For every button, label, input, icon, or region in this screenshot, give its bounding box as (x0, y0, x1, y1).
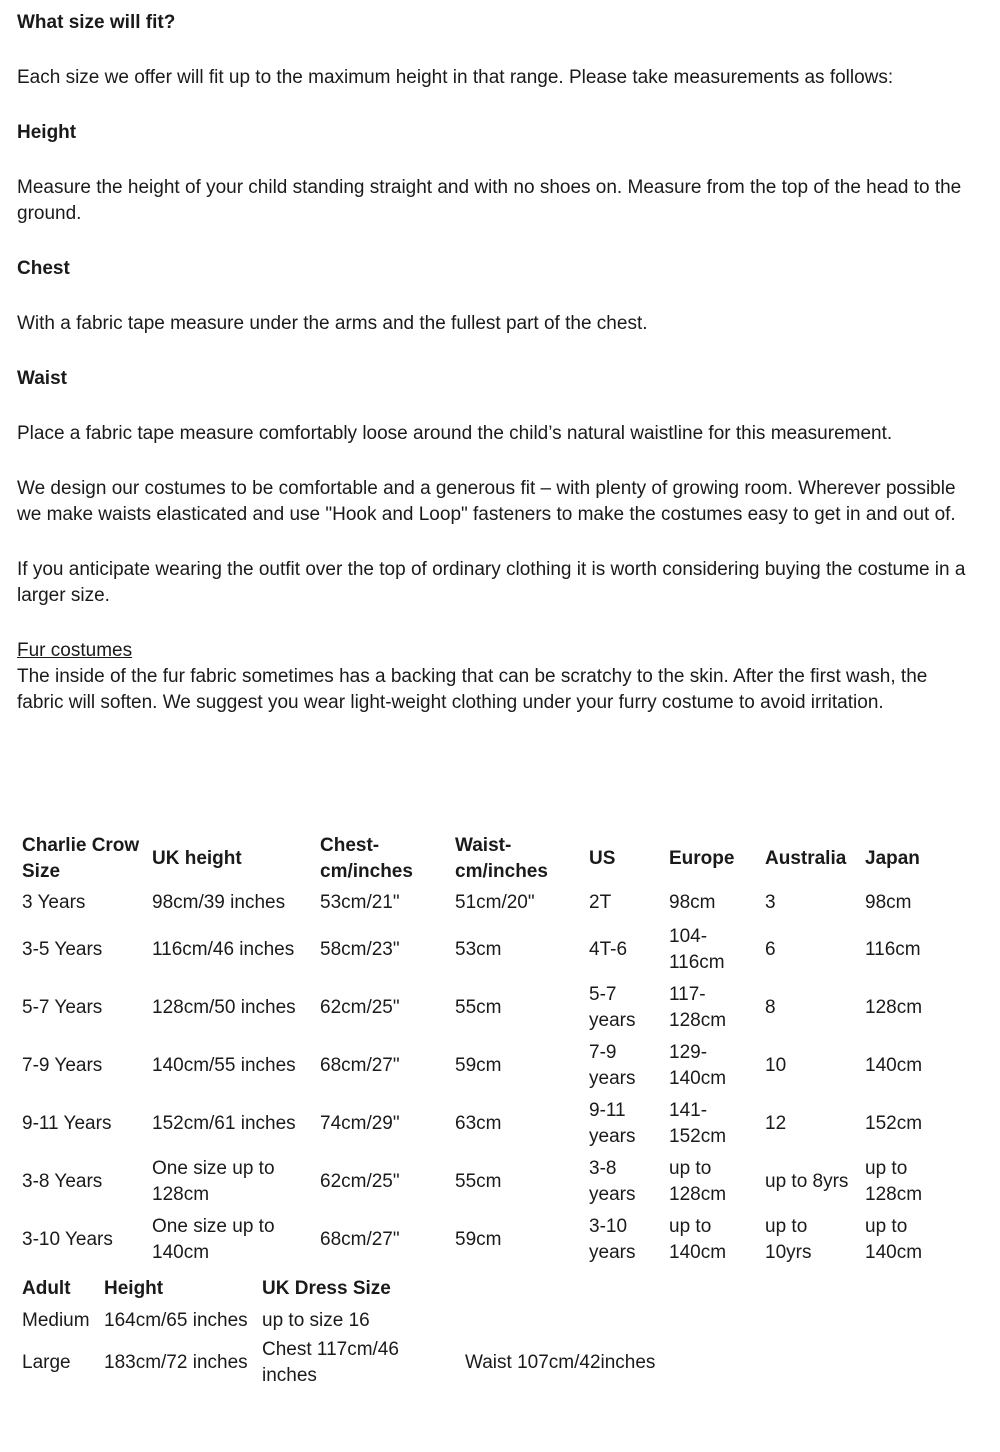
table-row (22, 1095, 965, 1153)
adult-table-body (22, 1305, 722, 1389)
table-cell: 51cm/20" (455, 892, 535, 913)
table-cell: 6 (765, 939, 776, 960)
waist-heading: Waist (17, 368, 67, 389)
table-row (22, 1211, 965, 1269)
table-cell: 128cm (865, 997, 923, 1018)
table-cell: 7-9 years (589, 1042, 636, 1089)
table-cell: 8 (765, 997, 776, 1018)
table-cell: 55cm (455, 997, 502, 1018)
table-cell: 68cm/27" (320, 1229, 400, 1250)
larger-size-paragraph: If you anticipate wearing the outfit over the top of ordinary clothing it is worth considering buying the costume in a larger size. (17, 559, 966, 606)
chest-heading: Chest (17, 258, 70, 279)
column-header-charlie-crow-size: Charlie Crow Size (22, 835, 140, 882)
table-cell: 104-116cm (669, 926, 725, 973)
table-cell: 63cm (455, 1113, 502, 1134)
table-cell: 129-140cm (669, 1042, 727, 1089)
table-cell: Waist 107cm/42inches (465, 1352, 656, 1373)
table-header-row (22, 1273, 722, 1305)
table-cell: Large (22, 1352, 71, 1373)
table-row (22, 921, 965, 979)
column-header-japan: Japan (865, 848, 920, 869)
table-cell: 58cm/23" (320, 939, 400, 960)
table-cell: 128cm/50 inches (152, 997, 296, 1018)
column-header-australia: Australia (765, 848, 847, 869)
table-cell (465, 1305, 722, 1337)
table-cell: 164cm/65 inches (104, 1310, 248, 1331)
table-row (22, 1037, 965, 1095)
table-cell: 53cm (455, 939, 502, 960)
table-cell: 141-152cm (669, 1100, 727, 1147)
table-cell: 98cm/39 inches (152, 892, 286, 913)
table-cell: up to 140cm (669, 1216, 727, 1263)
table-cell: 12 (765, 1113, 787, 1134)
table-cell: 183cm/72 inches (104, 1352, 248, 1373)
column-header-blank (465, 1273, 722, 1305)
column-header-europe: Europe (669, 848, 735, 869)
table-row (22, 1305, 722, 1337)
table-cell: 55cm (455, 1171, 502, 1192)
size-chart-table (22, 833, 965, 1269)
table-cell: up to size 16 (262, 1310, 370, 1331)
waist-paragraph: Place a fabric tape measure comfortably loose around the child’s natural waistline for this measurement. (17, 423, 893, 444)
table-cell: 152cm (865, 1113, 923, 1134)
table-cell: 62cm/25" (320, 1171, 400, 1192)
table-cell: 62cm/25" (320, 997, 400, 1018)
table-cell: Chest 117cm/46 inches (262, 1339, 399, 1386)
table-cell: 140cm (865, 1055, 923, 1076)
table-cell: 2T (589, 892, 612, 913)
table-cell: 98cm (865, 892, 912, 913)
table-cell: 3-8 Years (22, 1171, 103, 1192)
table-cell: 3 (765, 892, 776, 913)
table-cell: 3-8 years (589, 1158, 636, 1205)
adult-table-header (22, 1273, 722, 1305)
table-cell: One size up to 128cm (152, 1158, 275, 1205)
table-cell: 68cm/27" (320, 1055, 400, 1076)
table-cell: 53cm/21" (320, 892, 400, 913)
size-chart-header (22, 833, 965, 885)
column-header-adult: Adult (22, 1278, 71, 1299)
table-cell: 9-11 Years (22, 1113, 112, 1134)
column-header-chest: Chest-cm/inches (320, 835, 413, 882)
table-cell: 59cm (455, 1055, 502, 1076)
column-header-waist: Waist-cm/inches (455, 835, 548, 882)
table-row (22, 1337, 722, 1389)
table-cell: One size up to 140cm (152, 1216, 275, 1263)
table-row (22, 885, 965, 921)
page-title: What size will fit? (17, 12, 176, 33)
table-cell: up to 128cm (669, 1158, 727, 1205)
column-header-uk-height: UK height (152, 848, 242, 869)
height-paragraph: Measure the height of your child standing straight and with no shoes on. Measure from the top of the head to the ground. (17, 177, 962, 224)
table-row (22, 979, 965, 1037)
table-cell: up to 140cm (865, 1216, 923, 1263)
table-cell: 98cm (669, 892, 716, 913)
fur-costumes-heading: Fur costumes (17, 640, 133, 661)
chest-paragraph: With a fabric tape measure under the arms and the fullest part of the chest. (17, 313, 648, 334)
table-cell: 5-7 Years (22, 997, 103, 1018)
table-cell: 116cm (865, 939, 921, 960)
table-cell: 4T-6 (589, 939, 628, 960)
table-cell: 3 Years (22, 892, 86, 913)
table-cell: up to 8yrs (765, 1171, 849, 1192)
table-cell: 140cm/55 inches (152, 1055, 296, 1076)
adult-size-table (22, 1273, 722, 1389)
table-cell: 59cm (455, 1229, 502, 1250)
table-cell: 3-10 years (589, 1216, 636, 1263)
column-header-us: US (589, 848, 616, 869)
intro-paragraph: Each size we offer will fit up to the maximum height in that range. Please take measurements as follows: (17, 67, 894, 88)
table-cell: up to 10yrs (765, 1216, 812, 1263)
table-header-row (22, 833, 965, 885)
table-cell: 3-5 Years (22, 939, 103, 960)
table-cell: up to 128cm (865, 1158, 923, 1205)
table-cell: Medium (22, 1310, 90, 1331)
table-cell: 74cm/29" (320, 1113, 400, 1134)
column-header-uk-dress-size: UK Dress Size (262, 1278, 391, 1299)
table-cell: 10 (765, 1055, 787, 1076)
table-cell: 117-128cm (669, 984, 727, 1031)
fur-costumes-paragraph: The inside of the fur fabric sometimes has a backing that can be scratchy to the skin. After the first wash, the fabric will soften. We suggest you wear light-weight clothing under your furry costume to avoid irritation. (17, 666, 928, 713)
column-header-adult-height: Height (104, 1278, 164, 1299)
table-cell: 116cm/46 inches (152, 939, 295, 960)
height-heading: Height (17, 122, 77, 143)
table-cell: 7-9 Years (22, 1055, 103, 1076)
fit-note-paragraph: We design our costumes to be comfortable and a generous fit – with plenty of growing room. Wherever possible we make waists elasticated and use "Hook and Loop" fasteners to make the costumes easy to get in and out of. (17, 478, 956, 525)
table-cell: 3-10 Years (22, 1229, 113, 1250)
table-cell: 152cm/61 inches (152, 1113, 296, 1134)
size-table-body (22, 885, 965, 1269)
table-cell: 5-7 years (589, 984, 636, 1031)
table-cell: 9-11 years (589, 1100, 636, 1147)
table-row (22, 1153, 965, 1211)
